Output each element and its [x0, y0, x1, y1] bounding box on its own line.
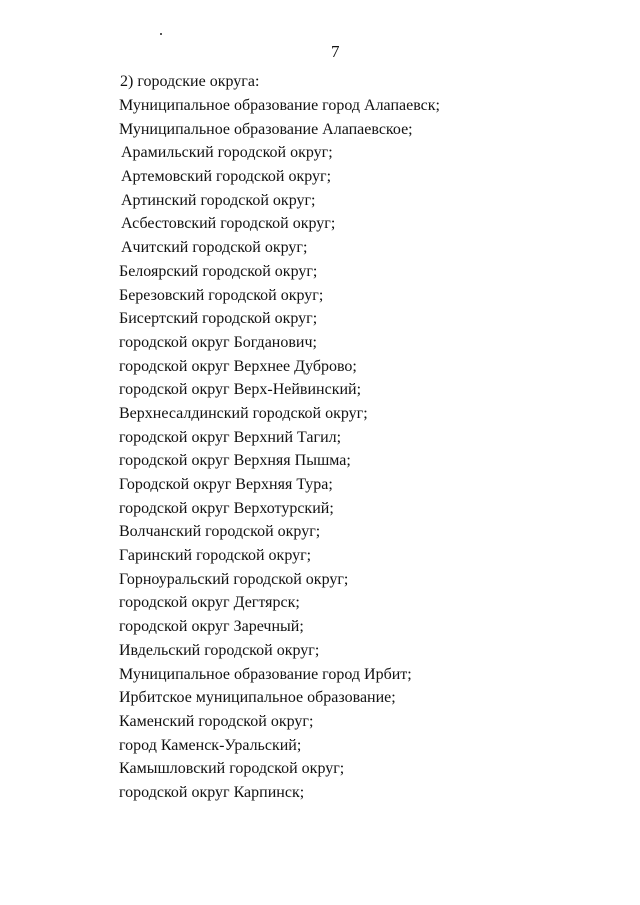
list-item: Гаринский городской округ;: [119, 547, 312, 565]
list-item: Муниципальное образование Алапаевское;: [119, 120, 413, 138]
list-item: Артемовский городской округ;: [121, 168, 332, 186]
list-item: Городской округ Верхняя Тура;: [119, 476, 333, 493]
district-list: [0, 94, 440, 805]
list-item: Волчанский городской округ;: [119, 523, 321, 541]
list-item: Муниципальное образование город Алапаевск;: [119, 97, 440, 114]
page-number: 7: [331, 42, 340, 61]
list-item: городской округ Верхний Тагил;: [119, 428, 342, 446]
list-item: Артинский городской округ;: [121, 191, 316, 209]
list-item: городской округ Богданович;: [119, 333, 317, 351]
list-item: Верхнесалдинский городской округ;: [119, 404, 368, 422]
list-item: Березовский городской округ;: [119, 286, 324, 304]
list-item: Ирбитское муниципальное образование;: [119, 689, 396, 707]
list-item: городской округ Верхнее Дуброво;: [119, 357, 357, 375]
list-item: Бисертский городской округ;: [119, 310, 318, 328]
list-item: городской округ Верх-Нейвинский;: [119, 381, 362, 399]
list-item: Асбестовский городской округ;: [121, 215, 336, 233]
list-item: город Каменск-Уральский;: [119, 736, 302, 754]
list-item: городской округ Карпинск;: [119, 783, 305, 801]
list-item: Муниципальное образование город Ирбит;: [119, 665, 412, 683]
list-item: Белоярский городской округ;: [119, 262, 318, 280]
scan-speck: [160, 33, 162, 35]
list-heading: 2) городские округа:: [120, 73, 260, 90]
list-item: Ивдельский городской округ;: [119, 641, 320, 659]
list-item: Каменский городской округ;: [119, 712, 314, 730]
list-item: городской округ Заречный;: [119, 618, 304, 636]
list-item: Горноуральский городской округ;: [119, 570, 349, 588]
list-item: городской округ Дегтярск;: [119, 594, 300, 612]
list-item: Ачитский городской округ;: [121, 239, 308, 257]
list-item: Камышловский городской округ;: [119, 760, 345, 778]
list-item: Арамильский городской округ;: [121, 144, 333, 162]
list-item: городской округ Верхотурский;: [119, 499, 334, 517]
list-item: городской округ Верхняя Пышма;: [119, 452, 351, 470]
